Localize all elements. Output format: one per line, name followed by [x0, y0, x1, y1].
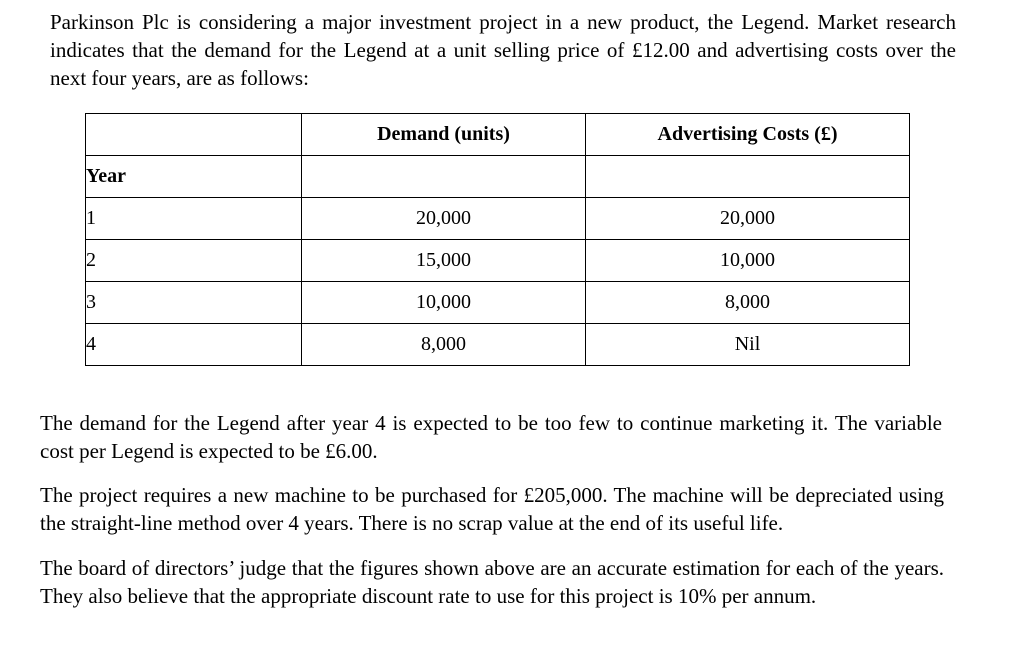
demand-cell: 10,000 — [302, 282, 586, 324]
board-paragraph: The board of directors’ judge that the figures shown above are an accurate estimation for each of the years. They also believe that the appropriate discount rate to use for this project is 10% per annum. — [40, 556, 944, 608]
table-year-label-row — [86, 156, 910, 198]
header-demand: Demand (units) — [302, 114, 586, 156]
table-header-row — [86, 114, 910, 156]
advertising-cell: 8,000 — [586, 282, 910, 324]
demand-cell: 8,000 — [302, 324, 586, 366]
demand-cell: 20,000 — [302, 198, 586, 240]
year-cell: 2 — [86, 240, 302, 282]
machine-paragraph: The project requires a new machine to be purchased for £205,000. The machine will be depreciated using the straight-line method over 4 years. There is no scrap value at the end of its useful life. — [40, 483, 944, 535]
header-advertising: Advertising Costs (£) — [586, 114, 910, 156]
advertising-cell: Nil — [586, 324, 910, 366]
year-cell: 1 — [86, 198, 302, 240]
advertising-cell: 20,000 — [586, 198, 910, 240]
year-cell: 4 — [86, 324, 302, 366]
year-label: Year — [86, 156, 302, 198]
table-row — [86, 282, 910, 324]
table-row — [86, 198, 910, 240]
year-cell: 3 — [86, 282, 302, 324]
header-blank-cell — [86, 114, 302, 156]
table-row — [86, 240, 910, 282]
empty-cell — [586, 156, 910, 198]
demand-advertising-table — [85, 113, 910, 366]
table-row — [86, 324, 910, 366]
demand-cell: 15,000 — [302, 240, 586, 282]
demand-paragraph: The demand for the Legend after year 4 is expected to be too few to continue marketing it. The variable cost per Legend is expected to be £6.00. — [40, 411, 942, 463]
intro-paragraph: Parkinson Plc is considering a major investment project in a new product, the Legend. Market research indicates that the demand for the Legend at a unit selling price of £12.00 and advertising costs over the next four years, are as follows: — [50, 10, 956, 90]
empty-cell — [302, 156, 586, 198]
advertising-cell: 10,000 — [586, 240, 910, 282]
